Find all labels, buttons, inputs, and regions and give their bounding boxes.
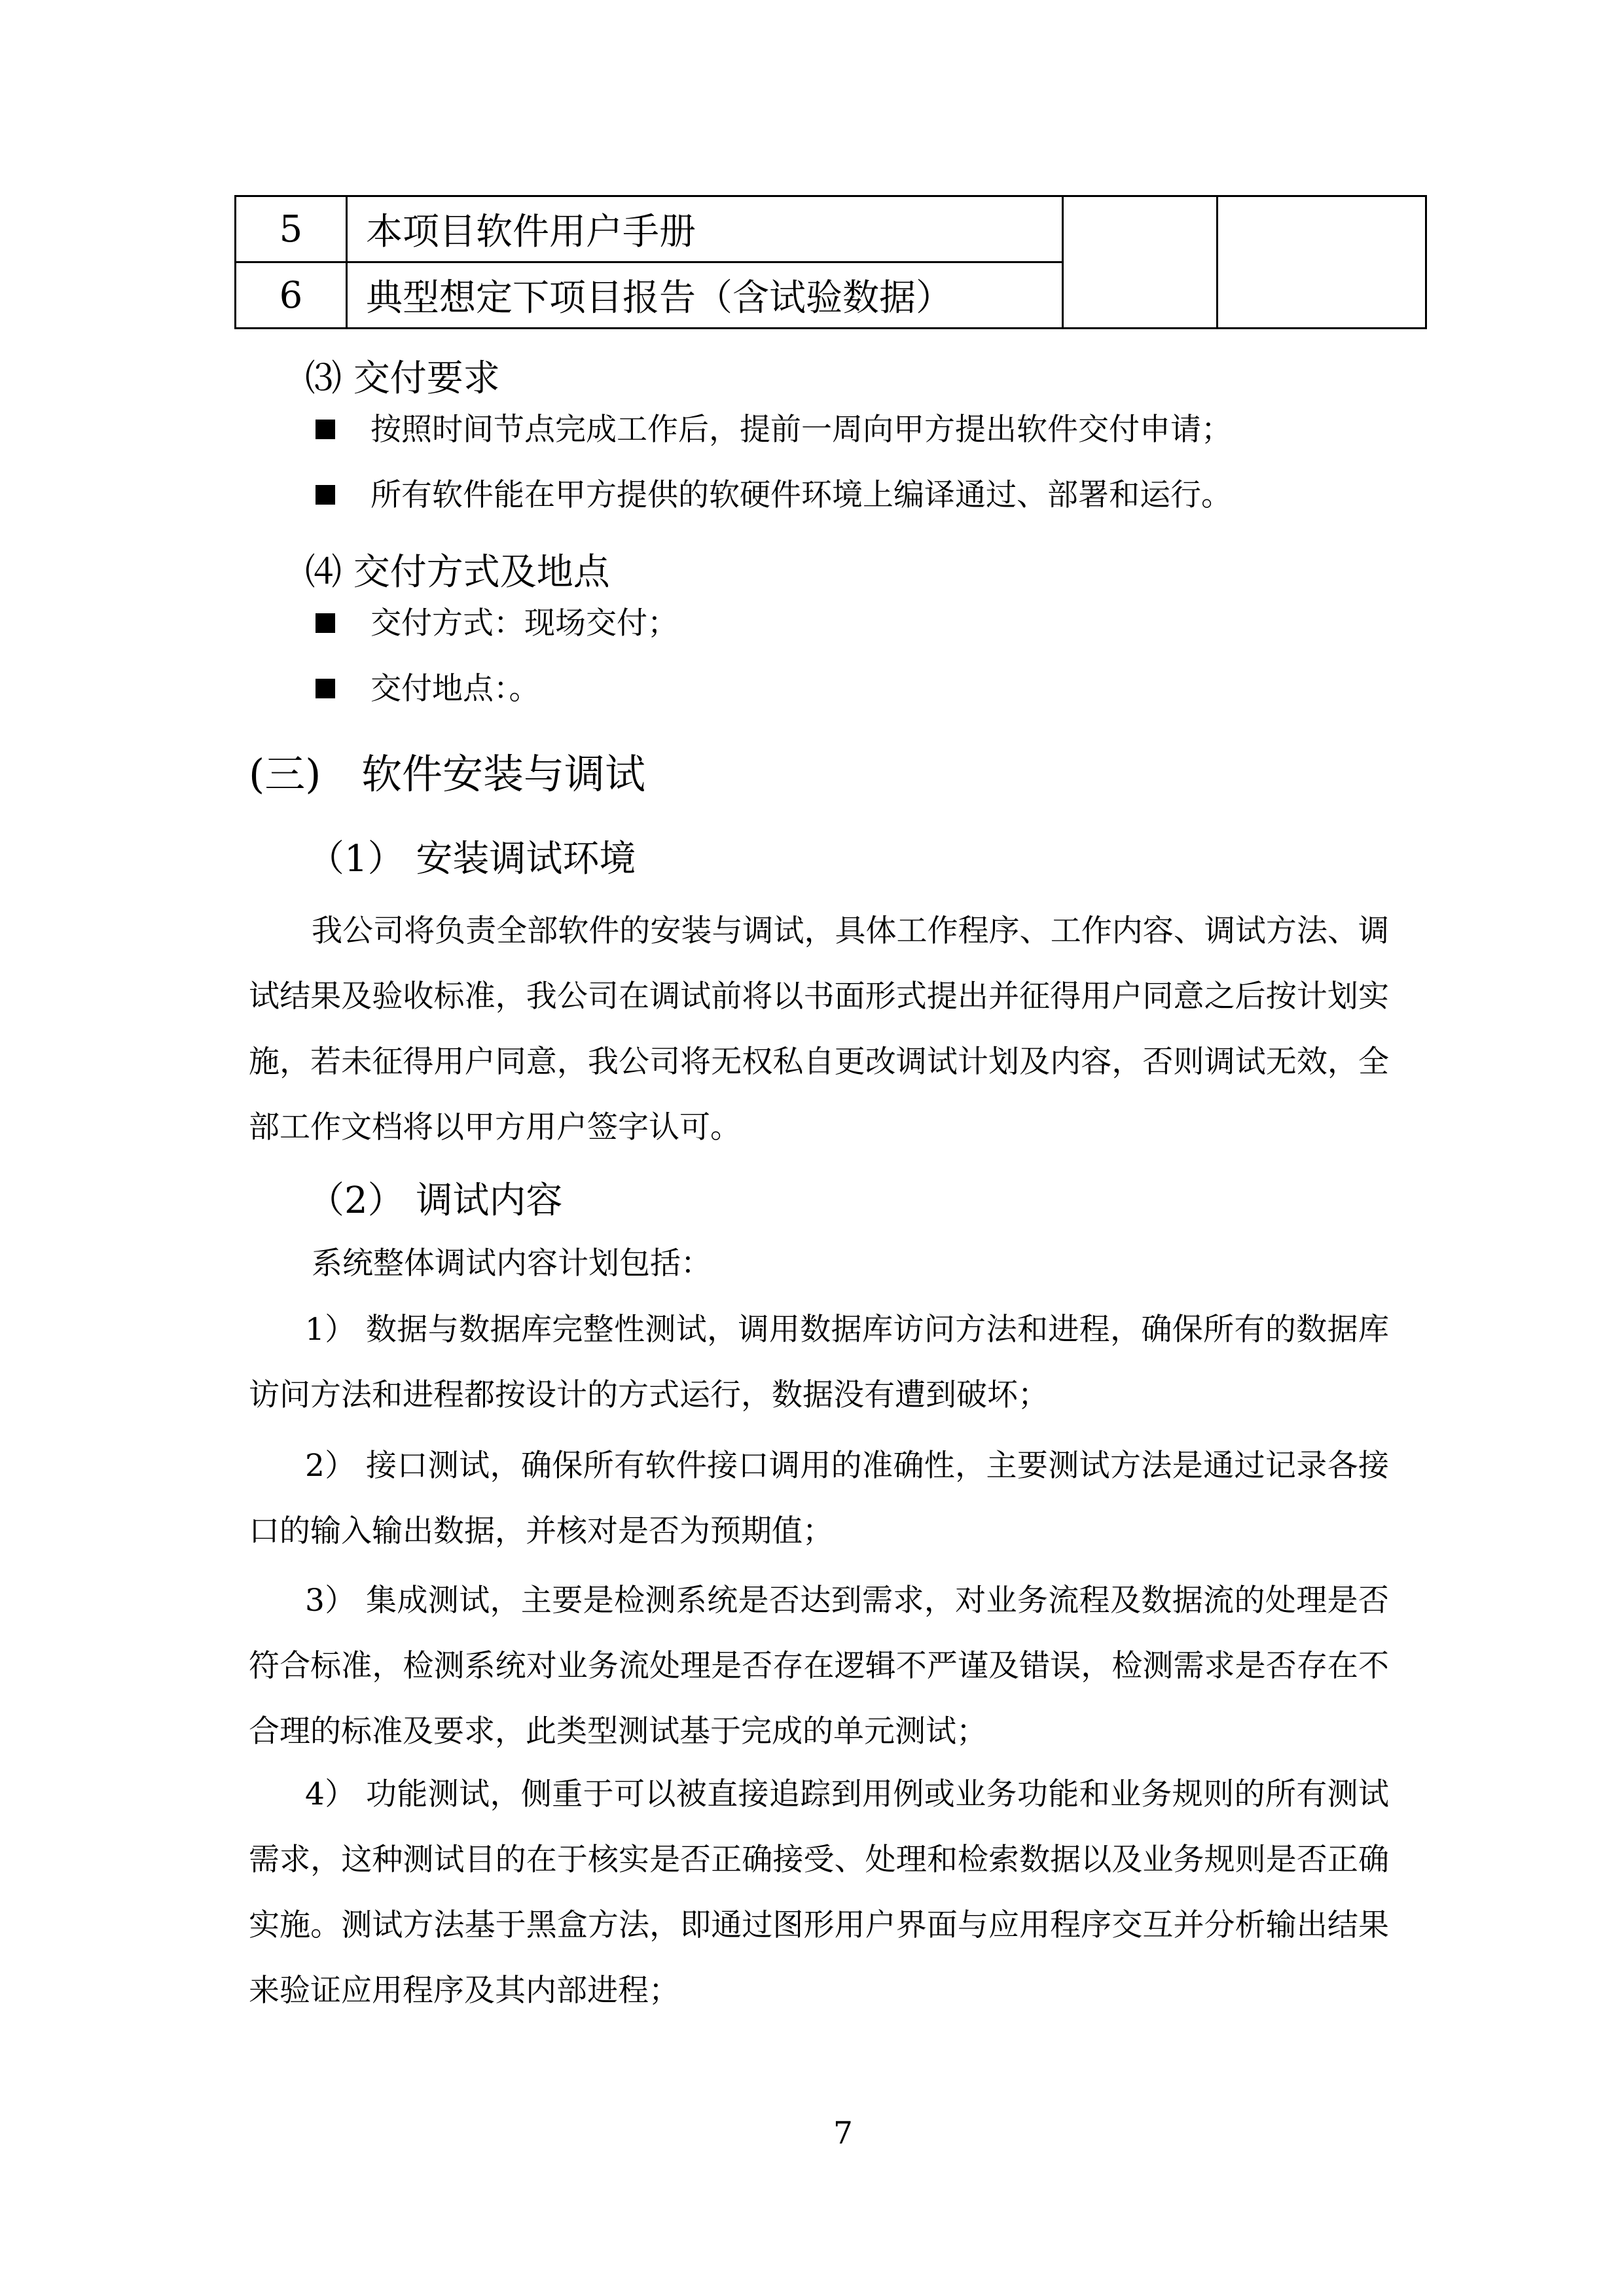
delivery-method-heading: ⑷ 交付方式及地点 [305, 551, 610, 594]
bullet-square-icon [316, 485, 335, 505]
empty-cell [1063, 196, 1218, 329]
debug-item-3: 3） 集成测试，主要是检测系统是否达到需求，对业务流程及数据流的处理是否符合标准，检测系统对业务流处理是否存在逻辑不严谨及错误，检测需求是否存在不合理的标准及要求，此类型测试基于完成的单元测试； [249, 1583, 1389, 1749]
list-item: 按照时间节点完成工作后，提前一周向甲方提出软件交付申请； [370, 412, 1232, 448]
debug-item-2: 2） 接口测试，确保所有软件接口调用的准确性，主要测试方法是通过记录各接口的输入输出数据，并核对是否为预期值； [249, 1448, 1389, 1549]
row-number: 5 [236, 196, 347, 262]
row-number: 6 [236, 262, 347, 329]
install-env-paragraph: 我公司将负责全部软件的安装与调试，具体工作程序、工作内容、调试方法、调试结果及验收标准，我公司在调试前将以书面形式提出并征得用户同意之后按计划实施，若未征得用户同意，我公司将无权私自更改调试计划及内容，否则调试无效，全部工作文档将以甲方用户签字认可。 [249, 913, 1389, 1145]
bullet-square-icon [316, 679, 335, 698]
section-title: 软件安装与调试 [361, 750, 646, 798]
list-item: 交付地点：。 [370, 671, 540, 707]
list-item: 所有软件能在甲方提供的软硬件环境上编译通过、部署和运行。 [370, 477, 1232, 513]
list-item: 交付方式：现场交付； [370, 605, 678, 641]
deliverables-table [234, 195, 1427, 329]
table-row [236, 196, 1426, 262]
bullet-square-icon [316, 420, 335, 439]
empty-cell [1218, 196, 1426, 329]
debug-item-4: 4） 功能测试，侧重于可以被直接追踪到用例或业务功能和业务规则的所有测试需求，这种测试目的在于核实是否正确接受、处理和检索数据以及业务规则是否正确实施。测试方法基于黑盒方法，即通过图形用户界面与应用程序交互并分析输出结果来验证应用程序及其内部进程； [249, 1776, 1389, 2009]
debug-content-intro: 系统整体调试内容计划包括： [312, 1246, 712, 1282]
page-number: 7 [833, 2115, 853, 2151]
section-number: (三) [249, 750, 321, 798]
row-name: 本项目软件用户手册 [347, 196, 1063, 262]
bullet-square-icon [316, 613, 335, 633]
install-env-heading: （1） 安装调试环境 [308, 838, 636, 880]
debug-content-heading: （2） 调试内容 [308, 1179, 563, 1222]
debug-item-1: 1） 数据与数据库完整性测试，调用数据库访问方法和进程，确保所有的数据库访问方法和进程都按设计的方式运行，数据没有遭到破坏； [249, 1312, 1389, 1413]
delivery-requirements-heading: ⑶ 交付要求 [305, 357, 500, 400]
row-name: 典型想定下项目报告（含试验数据） [347, 262, 1063, 329]
